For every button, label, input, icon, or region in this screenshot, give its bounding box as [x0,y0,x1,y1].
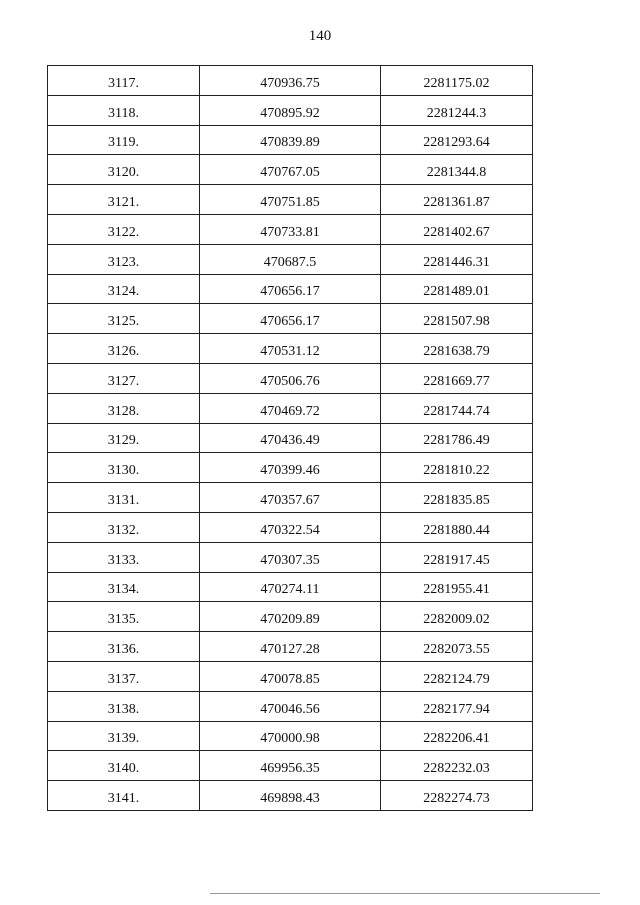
table-row [48,632,533,662]
page-number: 140 [308,28,332,44]
table-row [48,602,533,632]
y-coordinate-cell: 2281669.77 [381,363,533,393]
point-number-cell: 3138. [48,691,200,721]
y-coordinate-cell: 2281744.74 [381,393,533,423]
table-row [48,691,533,721]
table-row [48,185,533,215]
table-row [48,125,533,155]
y-coordinate-cell: 2282009.02 [381,602,533,632]
y-coordinate-cell: 2282232.03 [381,751,533,781]
x-coordinate-cell: 470936.75 [200,66,381,96]
x-coordinate-cell: 470687.5 [200,244,381,274]
x-coordinate-cell: 470506.76 [200,363,381,393]
table-row [48,244,533,274]
table-row [48,304,533,334]
y-coordinate-cell: 2282124.79 [381,661,533,691]
point-number-cell: 3127. [48,363,200,393]
y-coordinate-cell: 2282274.73 [381,781,533,811]
y-coordinate-cell: 2282073.55 [381,632,533,662]
table-row [48,453,533,483]
y-coordinate-cell: 2281507.98 [381,304,533,334]
point-number-cell: 3137. [48,661,200,691]
x-coordinate-cell: 470209.89 [200,602,381,632]
point-number-cell: 3124. [48,274,200,304]
y-coordinate-cell: 2281917.45 [381,542,533,572]
point-number-cell: 3131. [48,483,200,513]
bottom-rule [210,893,600,894]
y-coordinate-cell: 2281880.44 [381,512,533,542]
point-number-cell: 3132. [48,512,200,542]
point-number-cell: 3125. [48,304,200,334]
point-number-cell: 3118. [48,95,200,125]
x-coordinate-cell: 470046.56 [200,691,381,721]
point-number-cell: 3126. [48,334,200,364]
x-coordinate-cell: 470767.05 [200,155,381,185]
coordinates-table-body [48,66,533,811]
table-row [48,334,533,364]
point-number-cell: 3130. [48,453,200,483]
x-coordinate-cell: 470357.67 [200,483,381,513]
point-number-cell: 3133. [48,542,200,572]
table-row [48,781,533,811]
point-number-cell: 3122. [48,214,200,244]
point-number-cell: 3121. [48,185,200,215]
point-number-cell: 3120. [48,155,200,185]
point-number-cell: 3117. [48,66,200,96]
y-coordinate-cell: 2281955.41 [381,572,533,602]
table-row [48,214,533,244]
table-row [48,512,533,542]
x-coordinate-cell: 470436.49 [200,423,381,453]
table-row [48,274,533,304]
point-number-cell: 3140. [48,751,200,781]
y-coordinate-cell: 2281344.8 [381,155,533,185]
table-row [48,66,533,96]
x-coordinate-cell: 469956.35 [200,751,381,781]
point-number-cell: 3119. [48,125,200,155]
y-coordinate-cell: 2282206.41 [381,721,533,751]
point-number-cell: 3123. [48,244,200,274]
x-coordinate-cell: 469898.43 [200,781,381,811]
x-coordinate-cell: 470656.17 [200,274,381,304]
x-coordinate-cell: 470733.81 [200,214,381,244]
x-coordinate-cell: 470751.85 [200,185,381,215]
table-row [48,423,533,453]
point-number-cell: 3134. [48,572,200,602]
y-coordinate-cell: 2281361.87 [381,185,533,215]
y-coordinate-cell: 2281835.85 [381,483,533,513]
y-coordinate-cell: 2281293.64 [381,125,533,155]
table-row [48,363,533,393]
y-coordinate-cell: 2281175.02 [381,66,533,96]
table-row [48,661,533,691]
table-row [48,393,533,423]
x-coordinate-cell: 470469.72 [200,393,381,423]
point-number-cell: 3141. [48,781,200,811]
table-row [48,751,533,781]
x-coordinate-cell: 470078.85 [200,661,381,691]
point-number-cell: 3139. [48,721,200,751]
point-number-cell: 3129. [48,423,200,453]
x-coordinate-cell: 470531.12 [200,334,381,364]
table-row [48,95,533,125]
x-coordinate-cell: 470322.54 [200,512,381,542]
x-coordinate-cell: 470656.17 [200,304,381,334]
x-coordinate-cell: 470307.35 [200,542,381,572]
table-row [48,155,533,185]
y-coordinate-cell: 2282177.94 [381,691,533,721]
x-coordinate-cell: 470839.89 [200,125,381,155]
y-coordinate-cell: 2281786.49 [381,423,533,453]
y-coordinate-cell: 2281638.79 [381,334,533,364]
y-coordinate-cell: 2281402.67 [381,214,533,244]
x-coordinate-cell: 470895.92 [200,95,381,125]
x-coordinate-cell: 470274.11 [200,572,381,602]
x-coordinate-cell: 470127.28 [200,632,381,662]
x-coordinate-cell: 470000.98 [200,721,381,751]
point-number-cell: 3135. [48,602,200,632]
x-coordinate-cell: 470399.46 [200,453,381,483]
table-row [48,542,533,572]
table-row [48,483,533,513]
y-coordinate-cell: 2281810.22 [381,453,533,483]
point-number-cell: 3128. [48,393,200,423]
coordinates-table [47,65,533,811]
table-row [48,572,533,602]
y-coordinate-cell: 2281489.01 [381,274,533,304]
point-number-cell: 3136. [48,632,200,662]
y-coordinate-cell: 2281446.31 [381,244,533,274]
y-coordinate-cell: 2281244.3 [381,95,533,125]
table-row [48,721,533,751]
